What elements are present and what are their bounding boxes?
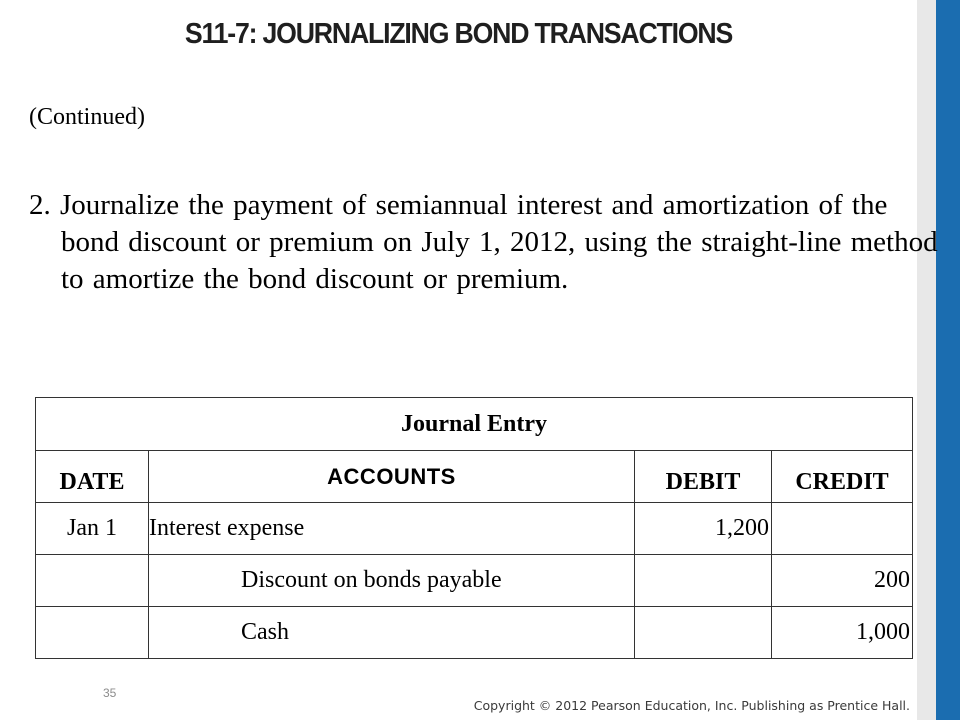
row-date	[36, 607, 149, 659]
table-header-row	[36, 451, 913, 503]
header-date: DATE	[36, 451, 149, 503]
page-number: 35	[103, 686, 117, 700]
header-credit: CREDIT	[772, 451, 913, 503]
row-debit: 1,200	[635, 503, 772, 555]
slide-title: S11-7: JOURNALIZING BOND TRANSACTIONS	[184, 18, 733, 50]
row-credit: 200	[772, 555, 913, 607]
table-caption-row	[36, 398, 913, 451]
row-date	[36, 555, 149, 607]
table-row	[36, 607, 913, 659]
header-debit: DEBIT	[635, 451, 772, 503]
table-row	[36, 503, 913, 555]
question-text: 2. Journalize the payment of semiannual interest and amortization of the bond discount or premium on July 1, 2012, using the straight-line method to amortize the bond discount or premium.	[29, 189, 938, 295]
row-debit	[635, 607, 772, 659]
row-debit	[635, 555, 772, 607]
row-credit: 1,000	[772, 607, 913, 659]
copyright-notice: Copyright © 2012 Pearson Education, Inc. Publishing as Prentice Hall.	[473, 698, 910, 713]
row-account: Cash	[149, 607, 635, 659]
table-row	[36, 555, 913, 607]
journal-entry-table	[35, 397, 913, 659]
continued-label: (Continued)	[29, 104, 145, 130]
row-date: Jan 1	[36, 503, 149, 555]
accent-bar	[936, 0, 960, 720]
table-caption: Journal Entry	[36, 398, 913, 451]
row-account: Discount on bonds payable	[149, 555, 635, 607]
row-account: Interest expense	[149, 503, 635, 555]
row-credit	[772, 503, 913, 555]
header-accounts: ACCOUNTS	[149, 451, 635, 503]
